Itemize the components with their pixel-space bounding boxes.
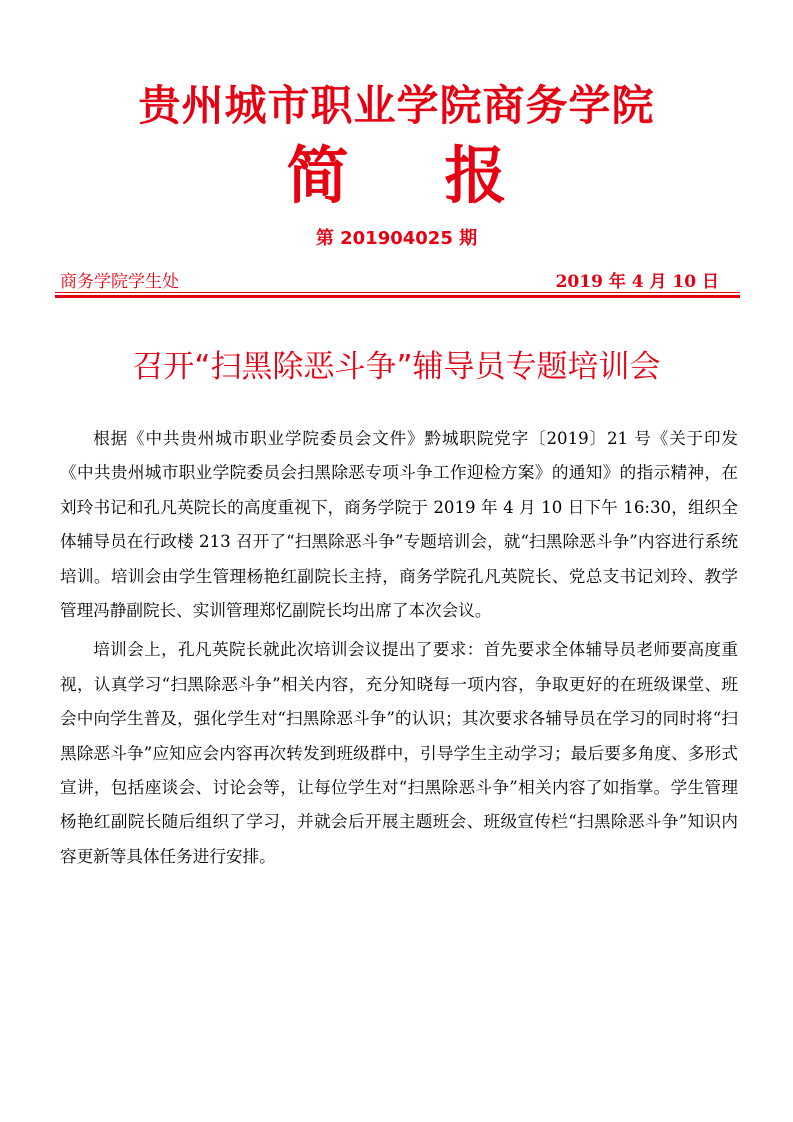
bulletin-title (0, 136, 793, 216)
header-divider-thick (55, 295, 740, 298)
article-paragraph: 根据《中共贵州城市职业学院委员会文件》黔城职院党字〔2019〕21 号《关于印发《中共贵州城市职业学院委员会扫黑除恶专项斗争工作迎检方案》的通知》的指示精神，在刘玲书记和孔凡英院长的高度重视下，商务学院于 2019 年 4 月 10 日下午 16:30，组织全体辅导员在行政楼 213 召开了“扫黑除恶斗争”专题培训会，就“扫黑除恶斗争”内容进行系统培训。培训会由学生管理杨艳红副院长主持，商务学院孔凡英院长、党总支书记刘玲、教学管理冯静副院长、实训管理郑忆副院长均出席了本次会议。 (60, 429, 738, 621)
header-divider-thin (55, 292, 740, 293)
issuing-unit: 商务学院学生处 (60, 272, 179, 292)
article-body (60, 422, 738, 874)
organization-title: 贵州城市职业学院商务学院 (138, 81, 655, 130)
article-paragraph: 培训会上，孔凡英院长就此次培训会议提出了要求：首先要求全体辅导员老师要高度重视，认真学习“扫黑除恶斗争”相关内容，充分知晓每一项内容，争取更好的在班级课堂、班会中向学生普及，强化学生对“扫黑除恶斗争”的认识；其次要求各辅导员在学习的同时将“扫黑除恶斗争”应知应会内容再次转发到班级群中，引导学生主动学习；最后要多角度、多形式宣讲，包括座谈会、讨论会等，让每位学生对“扫黑除恶斗争”相关内容了如指掌。学生管理杨艳红副院长随后组织了学习，并就会后开展主题班会、班级宣传栏“扫黑除恶斗争”知识内容更新等具体任务进行安排。 (60, 640, 738, 866)
bulletin-title-char-2: 报 (444, 139, 507, 212)
issue-number: 第 201904025 期 (315, 228, 478, 249)
issue-date: 2019 年 4 月 10 日 (555, 272, 719, 292)
article-headline: 召开“扫黑除恶斗争”辅导员专题培训会 (132, 349, 661, 385)
bulletin-title-char-1: 简 (286, 139, 349, 212)
